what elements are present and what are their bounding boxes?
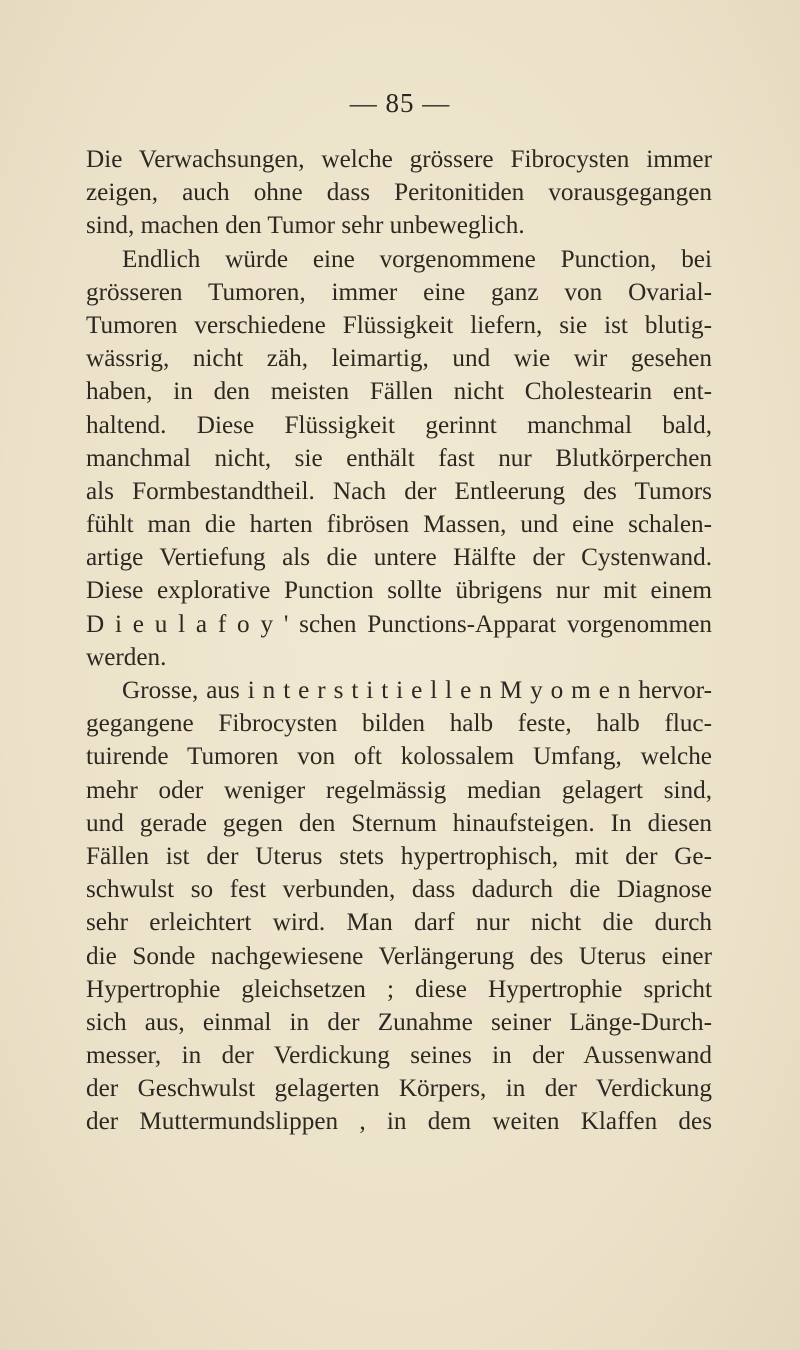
text-line: die Sonde nachgewiesene Verlängerung des Uterus einer	[86, 942, 712, 970]
text-line: Grosse, aus i n t e r s t i t i e l l e n M y o m e n hervor-	[122, 677, 712, 704]
text-line: Die Verwachsungen, welche grössere Fibrocysten immer	[86, 146, 712, 173]
text-line: Endlich würde eine vorgenommene Punction, bei	[122, 245, 712, 273]
text-line: grösseren Tumoren, immer eine ganz von Ovarial-	[86, 278, 712, 306]
text-line: gegangene Fibrocysten bilden halb feste, halb fluc-	[86, 710, 712, 738]
text-line: werden.	[86, 643, 167, 671]
page-number: — 85 —	[349, 88, 451, 118]
text-line: Tumoren verschiedene Flüssigkeit liefern, sie ist blutig-	[86, 311, 712, 339]
text-line: sind, machen den Tumor sehr unbeweglich.	[86, 212, 525, 240]
text-line: haben, in den meisten Fällen nicht Cholestearin ent-	[86, 378, 712, 406]
text-line: als Formbestandtheil. Nach der Entleerung des Tumors	[86, 477, 712, 505]
text-line: der Muttermundslippen , in dem weiten Klaffen des	[86, 1108, 712, 1136]
body-text	[86, 143, 712, 1139]
text-line: sehr erleichtert wird. Man darf nur nicht die durch	[86, 909, 712, 937]
text-line: wässrig, nicht zäh, leimartig, und wie wir gesehen	[86, 345, 712, 373]
text-line: manchmal nicht, sie enthält fast nur Blutkörperchen	[86, 444, 712, 472]
text-line: tuirende Tumoren von oft kolossalem Umfang, welche	[86, 743, 712, 771]
text-line: messer, in der Verdickung seines in der Aussenwand	[86, 1042, 712, 1070]
text-line: und gerade gegen den Sternum hinaufsteigen. In diesen	[86, 809, 712, 837]
text-line: Fällen ist der Uterus stets hypertrophisch, mit der Ge-	[86, 842, 712, 870]
text-line: haltend. Diese Flüssigkeit gerinnt manchmal bald,	[86, 411, 712, 439]
text-line: Diese explorative Punction sollte übrigens nur mit einem	[86, 577, 712, 605]
text-line: der Geschwulst gelagerten Körpers, in der Verdickung	[86, 1075, 712, 1103]
text-line: D i e u l a f o y ' schen Punctions-Apparat vorgenommen	[86, 610, 712, 638]
text-line: schwulst so fest verbunden, dass dadurch die Diagnose	[86, 876, 712, 904]
text-line: Hypertrophie gleichsetzen ; diese Hypertrophie spricht	[86, 975, 712, 1003]
text-line: sich aus, einmal in der Zunahme seiner Länge-Durch-	[86, 1008, 712, 1036]
text-line: mehr oder weniger regelmässig median gelagert sind,	[86, 776, 712, 804]
text-line: artige Vertiefung als die untere Hälfte der Cystenwand.	[86, 544, 712, 572]
text-line: zeigen, auch ohne dass Peritonitiden vorausgegangen	[86, 179, 712, 207]
text-line: fühlt man die harten fibrösen Massen, und eine schalen-	[86, 511, 712, 539]
